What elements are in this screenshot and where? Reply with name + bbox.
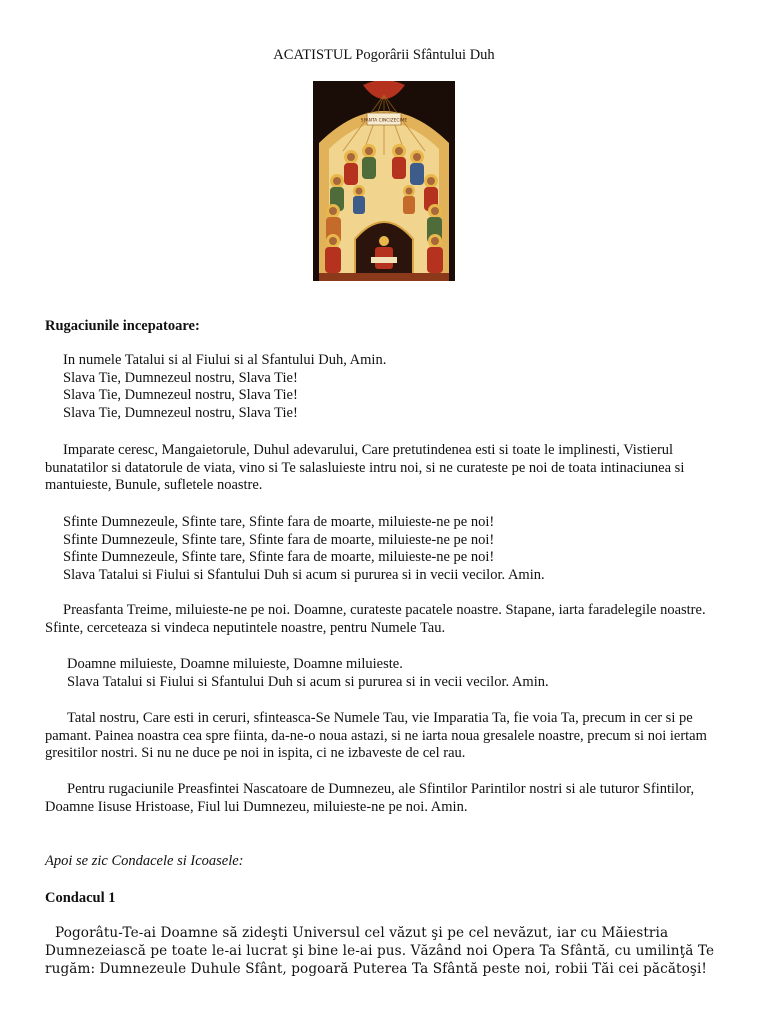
prayer-line: Sfinte Dumnezeule, Sfinte tare, Sfinte fara de moarte, miluieste-ne pe noi! xyxy=(63,549,495,565)
paragraph-pentru-rugaciunile xyxy=(45,781,725,816)
prayer-line: Sfinte Dumnezeule, Sfinte tare, Sfinte fara de moarte, miluieste-ne pe noi! xyxy=(63,514,495,530)
paragraph-treime xyxy=(45,602,725,637)
paragraph-text: Preasfanta Treime, miluieste-ne pe noi. Doamne, curateste pacatele noastre. Stapane, iarta faradelegile noastre. Sfinte, cerceteaza si vindeca neputintele noastre, pentru Numele Tau. xyxy=(45,602,706,636)
instruction-italic: Apoi se zic Condacele si Icoasele: xyxy=(45,853,244,869)
prayer-line: Slava Tatalui si Fiului si Sfantului Duh si acum si pururea si in vecii vecilor. Amin. xyxy=(67,673,549,690)
condac-1-text xyxy=(45,924,725,978)
paragraph-text: Tatal nostru, Care esti in ceruri, sfinteasca-Se Numele Tau, vie Imparatia Ta, fie voia Ta, precum in cer si pe pamant. Painea noastra cea spre fiinta, da-ne-o noua astazi, si ne iarta noua gresalele noastre, precum si noi iertam gresitilor nostri. Si nu ne duce pe noi in ispita, ci ne izbaveste de cel rau. xyxy=(45,710,707,761)
paragraph-imparate xyxy=(45,442,725,495)
paragraph-tatal-nostru xyxy=(45,710,725,763)
prayer-line: Slava Tie, Dumnezeul nostru, Slava Tie! xyxy=(63,369,298,386)
prayer-line: Slava Tatalui si Fiului si Sfantului Duh si acum si pururea si in vecii vecilor. Amin. xyxy=(63,566,545,583)
prayer-group-1 xyxy=(45,352,725,422)
section-heading-rugaciuni: Rugaciunile incepatoare: xyxy=(45,318,200,334)
paragraph-text: Imparate ceresc, Mangaietorule, Duhul adevarului, Care pretutindenea esti si toate le implinesti, Vistierul bunatatilor si datatorule de viata, vino si Te salasluieste intru noi, si ne curateste pe noi de toata intinaciunea si mantuieste, Bunule, sufletele noastre. xyxy=(45,442,685,493)
pentecost-icon-image xyxy=(313,81,455,281)
prayer-line: In numele Tatalui si al Fiului si al Sfantului Duh, Amin. xyxy=(63,352,387,368)
prayer-line: Sfinte Dumnezeule, Sfinte tare, Sfinte fara de moarte, miluieste-ne pe noi! xyxy=(63,531,495,548)
prayer-group-3 xyxy=(45,656,725,691)
paragraph-text: Pentru rugaciunile Preasfintei Nascatoare de Dumnezeu, ale Sfintilor Parintilor nostri si ale tuturor Sfintilor, Doamne Iisuse Hristoase, Fiul lui Dumnezeu, miluieste-ne pe noi. Amin. xyxy=(45,781,695,815)
prayer-line: Slava Tie, Dumnezeul nostru, Slava Tie! xyxy=(63,387,298,403)
icon-caption: SFANTA CINCIZECIME xyxy=(360,118,408,124)
prayer-line: Slava Tie, Dumnezeul nostru, Slava Tie! xyxy=(63,404,298,421)
section-heading-condac: Condacul 1 xyxy=(45,890,116,906)
prayer-line: Doamne miluieste, Doamne miluieste, Doamne miluieste. xyxy=(67,656,403,672)
prayer-group-2 xyxy=(45,514,725,584)
paragraph-text: Pogorâtu-Te-ai Doamne să zideşti Universul cel văzut şi pe cel nevăzut, iar cu Măiestria Dumnezeiască pe toate le-ai lucrat şi bine le-ai pus. Văzând noi Opera Ta Sfântă, cu umilinţă Te rugăm: Dumnezeule Duhule Sfânt, pogoară Puterea Ta Sfântă peste noi, robii Tăi cei păcătoşi! xyxy=(45,925,715,977)
document-title: ACATISTUL Pogorârii Sfântului Duh xyxy=(273,47,495,63)
